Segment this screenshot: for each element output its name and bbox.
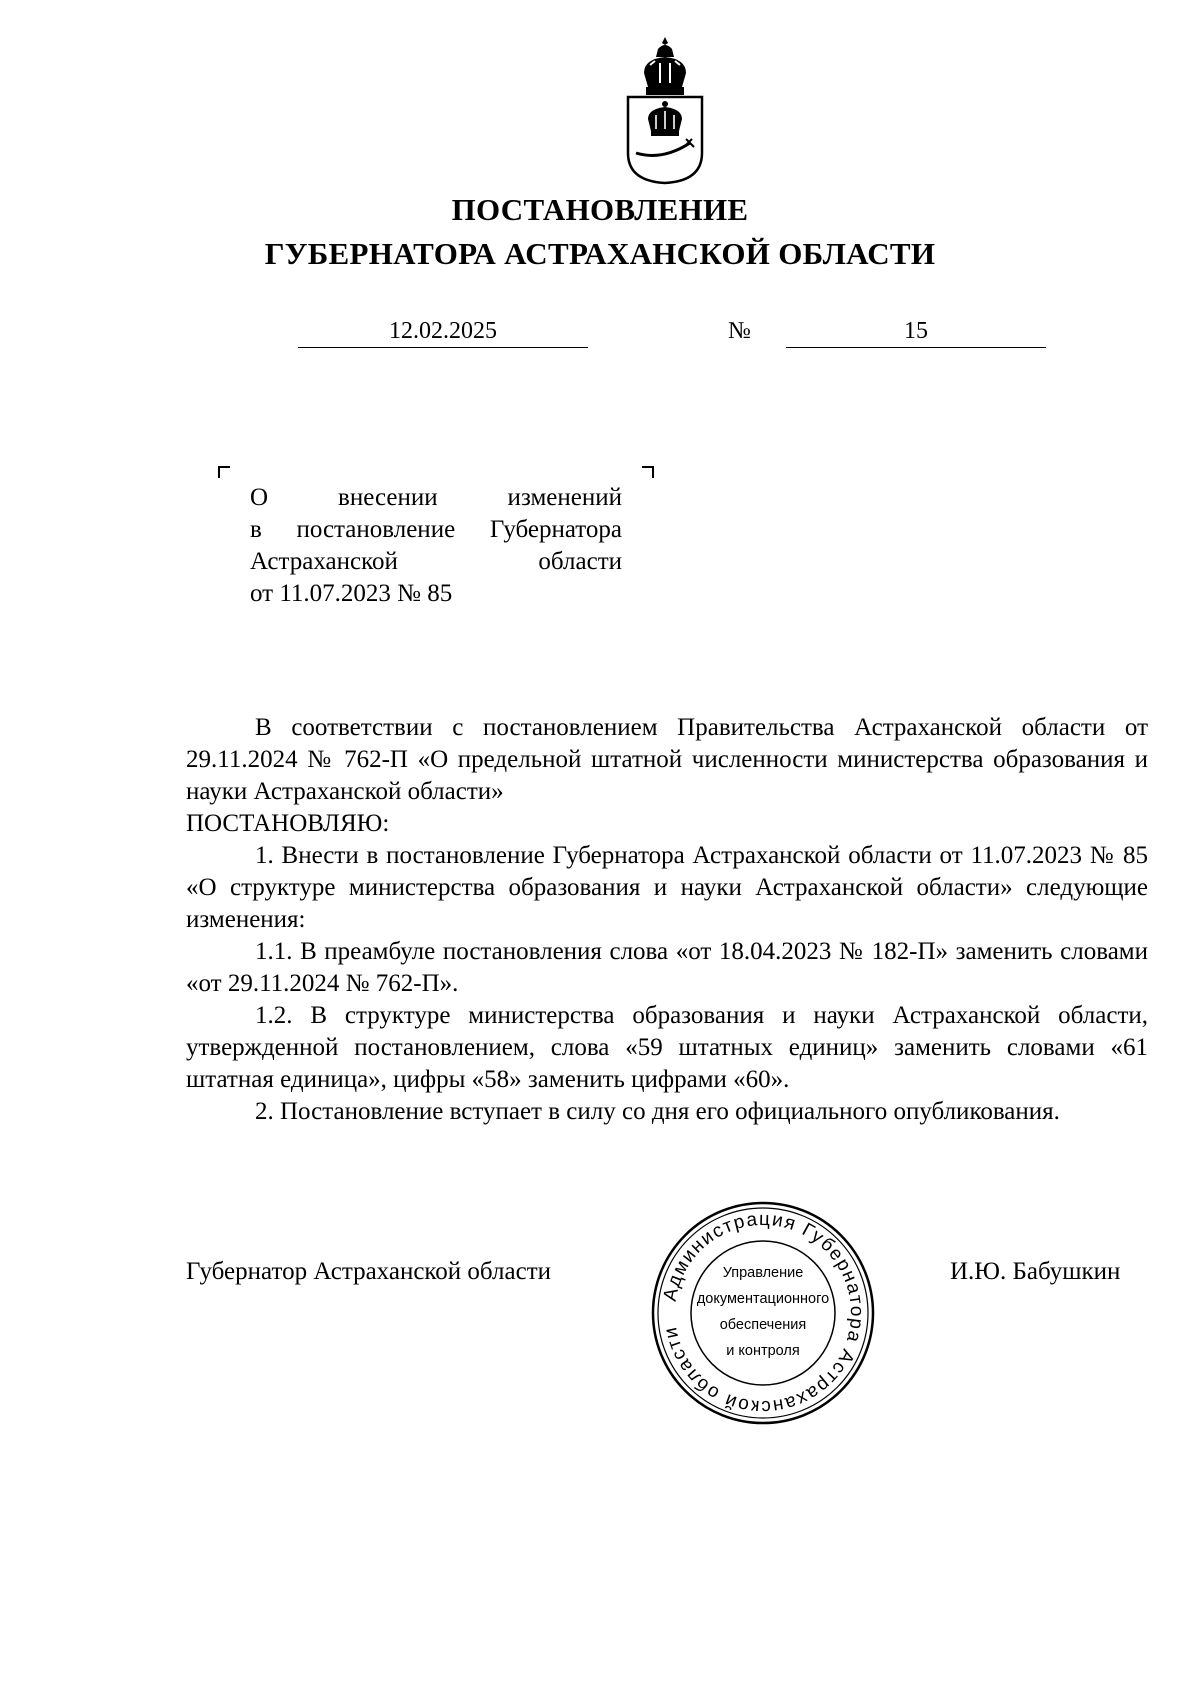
clause-1-paragraph: 1. Внести в постановление Губернатора Астраханской области от 11.07.2023 № 85 «О структуре министерства образования и науки Астраханской области» следующие изменения:	[186, 842, 1148, 933]
issuer-title: ГУБЕРНАТОРА АСТРАХАНСКОЙ ОБЛАСТИ	[264, 236, 936, 271]
document-date: 12.02.2025	[298, 318, 588, 348]
subject-line: О внесении изменений	[250, 484, 622, 511]
subject-line: от 11.07.2023 № 85	[250, 580, 453, 607]
clause-1-2-paragraph: 1.2. В структуре министерства образования и науки Астраханской области, утвержденной постановлением, слова «59 штатных единиц» заменить словами «61 штатная единица», цифры «58» заменить цифрами «60».	[186, 1002, 1148, 1093]
preamble-paragraph: В соответствии с постановлением Правительства Астраханской области от 29.11.2024 № 762-П «О предельной штатной численности министерства образования и науки Астраханской области»	[186, 714, 1148, 805]
clause-1-1-paragraph: 1.1. В преамбуле постановления слова «от 18.04.2023 № 182-П» заменить словами «от 29.11.2024 № 762-П».	[186, 938, 1148, 997]
stamp-ring-text: Администрация Губернатора Астраханской области	[659, 1208, 868, 1418]
document-number: 15	[786, 318, 1046, 348]
subject-line: в постановление Губернатора	[250, 516, 622, 543]
clause-2-paragraph: 2. Постановление вступает в силу со дня его официального опубликования.	[255, 1098, 1060, 1125]
resolution-heading: ПОСТАНОВЛЯЮ:	[186, 810, 390, 837]
document-body	[186, 712, 1148, 1128]
stamp-center-text	[688, 1260, 838, 1364]
subject-line: Астраханской области	[250, 548, 622, 575]
subject-corner-right	[642, 466, 654, 478]
coat-of-arms-icon	[622, 35, 708, 185]
number-sign: №	[728, 318, 751, 344]
stamp-center-line: документационного	[696, 1291, 830, 1307]
document-subject	[250, 482, 622, 610]
stamp-center-line: обеспечения	[719, 1317, 807, 1333]
subject-corner-left	[218, 466, 230, 478]
document-type-title: ПОСТАНОВЛЕНИЕ	[451, 192, 749, 227]
stamp-center-line: Управление	[722, 1265, 804, 1281]
stamp-center-line: и контроля	[726, 1343, 800, 1359]
signatory-position: Губернатор Астраханской области	[186, 1258, 552, 1285]
signatory-name: И.Ю. Бабушкин	[950, 1258, 1121, 1285]
